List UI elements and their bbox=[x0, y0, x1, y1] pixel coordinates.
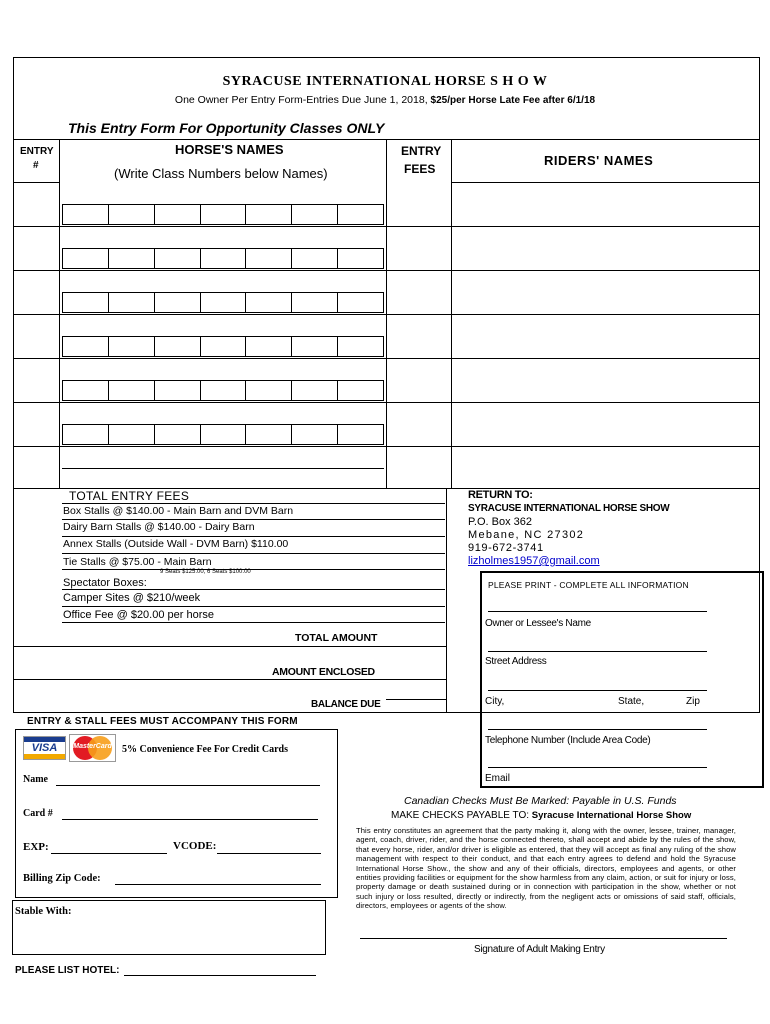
email-field[interactable] bbox=[488, 767, 707, 768]
late-fee-text: $25/per Horse Late Fee after 6/1/18 bbox=[430, 95, 596, 106]
spectator-boxes-label: Spectator Boxes: bbox=[63, 577, 147, 589]
col-horse-note: (Write Class Numbers below Names) bbox=[114, 166, 328, 181]
card-name-field[interactable] bbox=[56, 785, 320, 786]
col-fees-header-2: FEES bbox=[404, 162, 436, 176]
card-number-field[interactable] bbox=[62, 819, 318, 820]
convenience-fee-note: 5% Convenience Fee For Credit Cards bbox=[122, 744, 288, 755]
billing-zip-field[interactable] bbox=[115, 884, 321, 885]
box-stalls-label: Box Stalls @ $140.00 - Main Barn and DVM Barn bbox=[63, 505, 294, 517]
checks-payable bbox=[391, 810, 691, 821]
fee-line bbox=[62, 589, 445, 590]
return-to-label: RETURN TO: bbox=[468, 489, 533, 501]
owner-name-label: Owner or Lessee's Name bbox=[485, 618, 591, 629]
col-fees-header-1: ENTRY bbox=[401, 144, 442, 158]
header-bottom-line-left bbox=[13, 182, 59, 183]
mastercard-text: MasterCard bbox=[73, 743, 112, 750]
canadian-checks-note: Canadian Checks Must Be Marked: Payable in U.S. Funds bbox=[404, 795, 677, 807]
class-number-cells[interactable] bbox=[62, 292, 384, 313]
contact-info-box bbox=[480, 571, 764, 788]
return-po-box: P.O. Box 362 bbox=[468, 516, 533, 528]
amount-enclosed-line bbox=[13, 679, 446, 680]
street-address-field[interactable] bbox=[488, 651, 707, 652]
col-entry-header: ENTRY bbox=[20, 146, 54, 157]
vcode-label: VCODE: bbox=[173, 840, 217, 852]
telephone-field[interactable] bbox=[488, 729, 707, 730]
city-label: City, bbox=[485, 696, 505, 707]
col-horse-header: HORSE'S NAMES bbox=[175, 142, 284, 157]
telephone-label: Telephone Number (Include Area Code) bbox=[485, 735, 651, 746]
signature-field[interactable] bbox=[360, 938, 727, 939]
class-number-cells[interactable] bbox=[62, 380, 384, 401]
stable-with-label: Stable With: bbox=[15, 906, 72, 917]
form-title: SYRACUSE INTERNATIONAL HORSE S H O W bbox=[222, 74, 548, 89]
fees-right-divider bbox=[446, 488, 447, 713]
annex-stalls-label: Annex Stalls (Outside Wall - DVM Barn) $110.00 bbox=[63, 538, 289, 550]
fee-line bbox=[62, 503, 445, 504]
office-fee-label: Office Fee @ $20.00 per horse bbox=[63, 609, 214, 621]
exp-field[interactable] bbox=[51, 853, 167, 854]
deadline-text: One Owner Per Entry Form-Entries Due June 1, 2018, bbox=[174, 94, 428, 106]
email-label: Email bbox=[485, 773, 511, 784]
street-address-label: Street Address bbox=[485, 656, 547, 667]
return-org: SYRACUSE INTERNATIONAL HORSE SHOW bbox=[468, 503, 670, 514]
row-divider bbox=[13, 270, 760, 271]
dairy-stalls-label: Dairy Barn Stalls @ $140.00 - Dairy Barn bbox=[63, 521, 255, 533]
checks-payable-label: MAKE CHECKS PAYABLE TO: bbox=[391, 810, 530, 821]
class-number-cells[interactable] bbox=[62, 248, 384, 269]
return-email-link[interactable]: lizholmes1957@gmail.com bbox=[468, 555, 600, 567]
amount-enclosed-label: AMOUNT ENCLOSED bbox=[272, 666, 375, 678]
form-scope: This Entry Form For Opportunity Classes ONLY bbox=[68, 120, 385, 136]
col-riders-header: RIDERS' NAMES bbox=[544, 153, 654, 168]
hotel-field[interactable] bbox=[124, 975, 316, 976]
visa-text: VISA bbox=[31, 742, 58, 754]
col-entry-hash: # bbox=[33, 160, 39, 171]
fee-line bbox=[62, 606, 445, 607]
exp-label: EXP: bbox=[23, 841, 49, 853]
zip-label: Zip bbox=[686, 696, 700, 707]
row-divider bbox=[13, 446, 760, 447]
total-entry-fees-label: TOTAL ENTRY FEES bbox=[69, 489, 190, 503]
visa-logo bbox=[23, 736, 66, 760]
row-divider bbox=[13, 314, 760, 315]
horse-name-line bbox=[62, 468, 384, 469]
balance-due-label: BALANCE DUE bbox=[311, 699, 381, 710]
print-instruction: PLEASE PRINT - COMPLETE ALL INFORMATION bbox=[488, 580, 689, 590]
signature-label: Signature of Adult Making Entry bbox=[474, 944, 605, 955]
return-phone: 919-672-3741 bbox=[468, 542, 544, 554]
return-city: Mebane, NC 27302 bbox=[468, 529, 585, 541]
fee-line bbox=[62, 569, 445, 570]
checks-payable-org: Syracuse International Horse Show bbox=[531, 810, 692, 821]
row-divider bbox=[13, 226, 760, 227]
owner-name-field[interactable] bbox=[488, 611, 707, 612]
total-amount-line bbox=[13, 646, 446, 647]
class-number-cells[interactable] bbox=[62, 424, 384, 445]
balance-due-line bbox=[386, 699, 446, 700]
total-amount-label: TOTAL AMOUNT bbox=[295, 632, 378, 644]
mastercard-logo bbox=[69, 734, 116, 762]
fee-line bbox=[62, 536, 445, 537]
fee-line bbox=[62, 622, 445, 623]
city-state-zip-field[interactable] bbox=[488, 690, 707, 691]
fee-line bbox=[62, 519, 445, 520]
row-divider bbox=[13, 358, 760, 359]
tie-stalls-label: Tie Stalls @ $75.00 - Main Barn bbox=[63, 556, 212, 568]
header-bottom-line bbox=[451, 182, 760, 183]
liability-agreement: This entry constitutes an agreement that the party making it, along with the owner, lessee, trainer, manager, agent, coach, driver, rider, and the horse connected thereto, shall accept and abide by the rules of the show, that every horse, rider, and/or driver is eligible as entered, that they will accept as final any ruling of the show management with respect to their conduct, and that each entry agrees to defend and hold the Syracuse International Horse Show., the show and any of their officials, directors, employees and agents, or other entities providing facilities or equipment for the show harmless from any claim, action, or suit for injury or loss, property damage or death sustained during or in connection with participation in the show, whether or not such injury or loss resulted, directly or indirectly, from the negligent acts or omissions of said staff, officials, directors, employees or agents of the show. bbox=[356, 826, 736, 911]
camper-sites-label: Camper Sites @ $210/week bbox=[63, 592, 201, 604]
vcode-field[interactable] bbox=[217, 853, 321, 854]
billing-zip-label: Billing Zip Code: bbox=[23, 873, 101, 884]
state-label: State, bbox=[618, 696, 645, 707]
card-name-label: Name bbox=[23, 774, 48, 785]
spectator-seats-note: 9 Seats $125.00, 6 Seats $100.00 bbox=[160, 569, 251, 575]
class-number-cells[interactable] bbox=[62, 204, 384, 225]
must-accompany-notice: ENTRY & STALL FEES MUST ACCOMPANY THIS FORM bbox=[27, 716, 298, 727]
hotel-label: PLEASE LIST HOTEL: bbox=[15, 965, 120, 976]
row-divider bbox=[13, 402, 760, 403]
card-number-label: Card # bbox=[23, 808, 53, 819]
class-number-cells[interactable] bbox=[62, 336, 384, 357]
fee-line bbox=[62, 553, 445, 554]
